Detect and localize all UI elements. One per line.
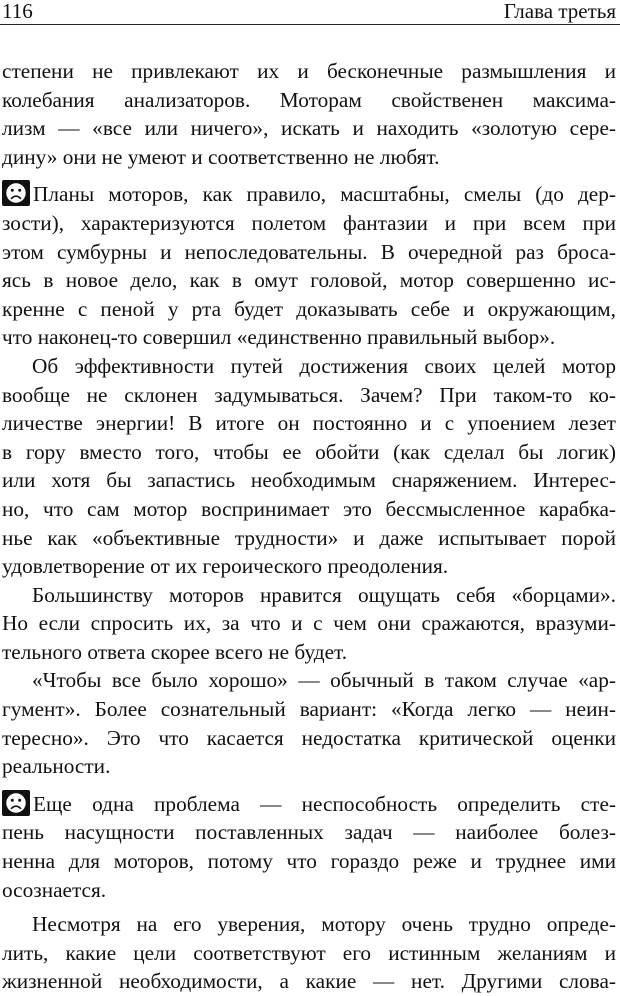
text-line: Но если спросить их, за что и с чем они сражаются, вразуми- xyxy=(2,611,616,636)
text-line: Большинству моторов нравится ощущать себя «борцами». xyxy=(32,582,616,607)
text-line: «Чтобы все было хорошо» — обычный в таком случае «ар- xyxy=(32,668,616,693)
text-line: колебания анализаторов. Моторам свойственен максима- xyxy=(2,87,616,112)
sad-face-icon xyxy=(2,180,30,206)
text-line: тересно». Это что касается недостатка критической оценки xyxy=(2,725,616,750)
text-line: в гору вместо того, чтобы ее обойти (как сделал бы логик) xyxy=(2,439,616,464)
paragraph xyxy=(2,57,616,171)
chapter-title: Глава третья xyxy=(503,0,616,23)
text-line: Планы моторов, как правило, масштабны, смелы (до дер- xyxy=(2,180,616,209)
running-header xyxy=(0,0,620,25)
paragraph xyxy=(2,666,616,780)
text-line: Еще одна проблема — неспособность определить сте- xyxy=(2,790,616,819)
paragraph xyxy=(2,790,616,904)
text-line: реальности. xyxy=(2,754,111,779)
text-line: тельного ответа скорее всего не будет. xyxy=(2,639,348,664)
text-line: дину» они не умеют и соответственно не любят. xyxy=(2,144,440,169)
paragraph xyxy=(2,581,616,667)
paragraph xyxy=(2,180,616,352)
text-line: лить, какие цели соответствуют его истинным желаниям и xyxy=(2,940,616,965)
text-line: удовлетворение от их героического преодоления. xyxy=(2,554,449,579)
text-line: лизм — «все или ничего», искать и находить «золотую сере- xyxy=(2,116,616,141)
sad-face-icon xyxy=(2,790,30,816)
text-line: пень насущности поставленных задач — наиболее болез- xyxy=(2,820,616,845)
text-line: ненна для моторов, потому что гораздо реже и труднее ими xyxy=(2,849,616,874)
text-line: степени не привлекают их и бесконечные размышления и xyxy=(2,59,616,83)
text-line: гумент». Более сознательный вариант: «Когда легко — неин- xyxy=(2,697,616,722)
page-body xyxy=(2,57,616,996)
text-line: этом сумбурны и непоследовательны. В очередной раз броса- xyxy=(2,239,616,264)
text-line: осознается. xyxy=(2,877,107,902)
text-line: зости), характеризуются полетом фантазии и при всем при xyxy=(2,210,616,235)
text-line: ясь в новое дело, как в омут головой, мотор совершенно ис- xyxy=(2,268,616,293)
text-line: кренне с пеной у рта будет доказывать себе и окружающим, xyxy=(2,296,616,321)
text-line: Несмотря на его уверения, мотору очень трудно опреде- xyxy=(32,912,616,937)
text-line: или хотя бы запастись необходимым снаряжением. Интерес- xyxy=(2,468,616,493)
text-line: жизненной необходимости, а какие — нет. Другими слова- xyxy=(2,969,616,994)
text-line: Об эффективности путей достижения своих целей мотор xyxy=(32,353,616,378)
text-line: вообще не склонен задумываться. Зачем? При таком-то ко- xyxy=(2,382,616,407)
paragraph xyxy=(2,352,616,581)
text-line: но, что сам мотор воспринимает это бессмысленное карабка- xyxy=(2,496,616,521)
page-number: 116 xyxy=(2,0,33,23)
paragraph xyxy=(2,910,616,996)
text-line: личестве энергии! В итоге он постоянно и с упоением лезет xyxy=(2,411,616,436)
text-line: что наконец-то совершил «единственно правильный выбор». xyxy=(2,325,556,350)
text-line: нье как «объективные трудности» и даже испытывает порой xyxy=(2,525,616,550)
